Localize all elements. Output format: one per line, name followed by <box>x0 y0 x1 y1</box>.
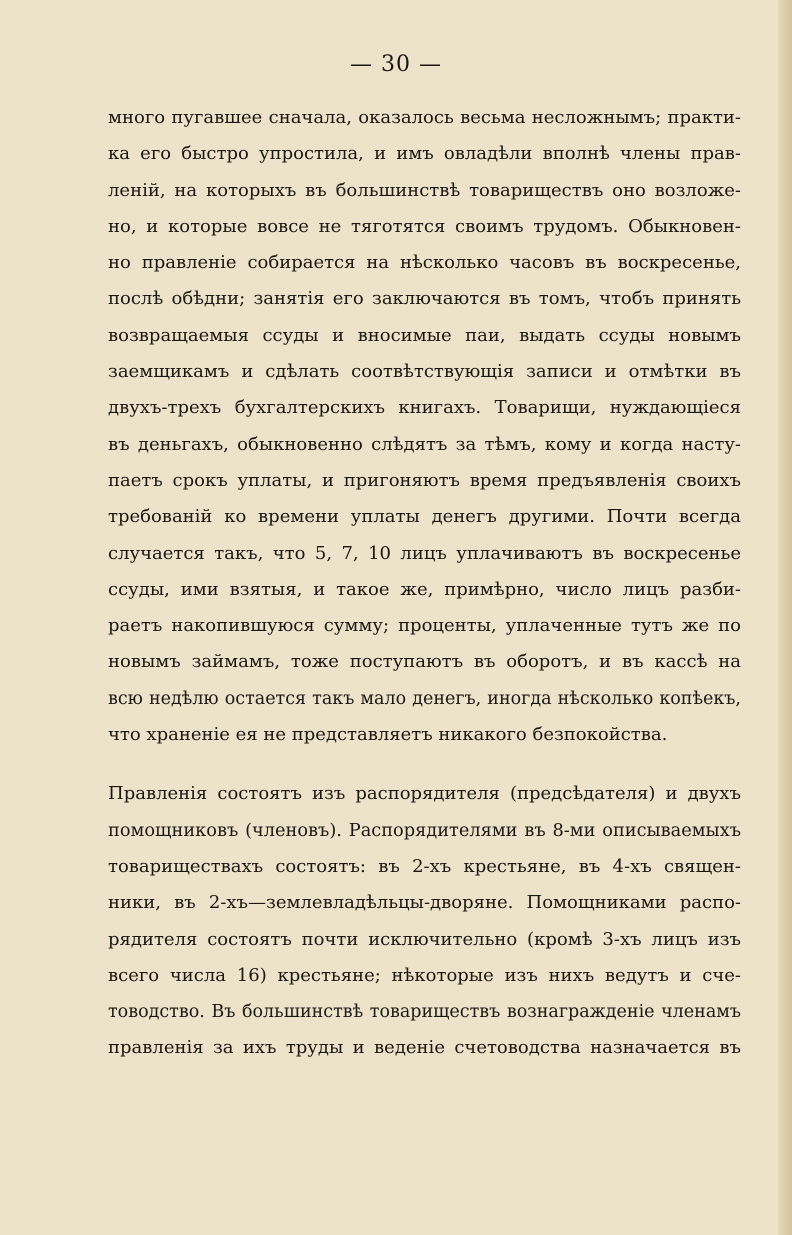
paragraph-gap <box>108 753 741 776</box>
text-line: раетъ накопившуюся сумму; проценты, уплаченные тутъ же по <box>108 615 741 637</box>
text-line: товариществахъ состоятъ: въ 2-хъ крестьяне, въ 4-хъ священ- <box>108 855 741 877</box>
text-line: Правленія состоятъ изъ распорядителя (предсѣдателя) и двухъ <box>108 783 741 805</box>
paragraph-1 <box>108 100 741 753</box>
text-line: заемщикамъ и сдѣлать соотвѣтствующія записи и отмѣтки въ <box>108 361 741 383</box>
text-line: паетъ срокъ уплаты, и пригоняютъ время предъявленія своихъ <box>108 469 741 491</box>
text-line: много пугавшее сначала, оказалось весьма несложнымъ; практи- <box>108 107 741 128</box>
text-line: въ деньгахъ, обыкновенно слѣдятъ за тѣмъ, кому и когда насту- <box>108 433 741 455</box>
text-line: но правленіе собирается на нѣсколько часовъ въ воскресенье, <box>108 252 741 274</box>
text-line: новымъ займамъ, тоже поступаютъ въ оборотъ, и въ кассѣ на <box>108 651 741 673</box>
text-line: возвращаемыя ссуды и вносимые паи, выдать ссуды новымъ <box>108 324 741 346</box>
text-line: помощниковъ (членовъ). Распорядителями въ 8-ми описываемыхъ <box>108 820 741 841</box>
text-line: товодство. Въ большинствѣ товариществъ вознагражденіе членамъ <box>108 1002 741 1023</box>
text-line: правленія за ихъ труды и веденіе счетоводства назначается въ <box>108 1037 741 1059</box>
body-text <box>108 100 741 1067</box>
text-line: ники, въ 2-хъ—землевладѣльцы-дворяне. Помощниками распо- <box>108 892 741 914</box>
text-line: двухъ-трехъ бухгалтерскихъ книгахъ. Товарищи, нуждающіеся <box>108 397 741 419</box>
page-edge <box>778 0 792 1235</box>
paragraph-2 <box>108 776 741 1066</box>
text-line: требованій ко времени уплаты денегъ другими. Почти всегда <box>108 506 741 528</box>
text-line: но, и которые вовсе не тяготятся своимъ трудомъ. Обыкновен- <box>108 215 741 237</box>
text-line: ка его быстро упростила, и имъ овладѣли вполнѣ члены прав- <box>108 143 741 165</box>
text-line: ссуды, ими взятыя, и такое же, примѣрно, число лицъ разби- <box>108 578 741 600</box>
text-line: что храненіе ея не представляетъ никакого безпокойства. <box>108 724 668 746</box>
text-line: всю недѣлю остается такъ мало денегъ, иногда нѣсколько копѣекъ, <box>108 688 741 709</box>
page-number: — 30 — <box>350 52 442 77</box>
text-line: рядителя состоятъ почти исключительно (кромѣ 3-хъ лицъ изъ <box>108 928 741 950</box>
text-line: леній, на которыхъ въ большинствѣ товариществъ оно возложе- <box>108 179 741 201</box>
text-line: всего числа 16) крестьяне; нѣкоторые изъ нихъ ведутъ и сче- <box>108 964 741 986</box>
text-line: случается такъ, что 5, 7, 10 лицъ уплачиваютъ въ воскресенье <box>108 542 741 564</box>
text-line: послѣ обѣдни; занятія его заключаются въ томъ, чтобъ принять <box>108 288 741 310</box>
